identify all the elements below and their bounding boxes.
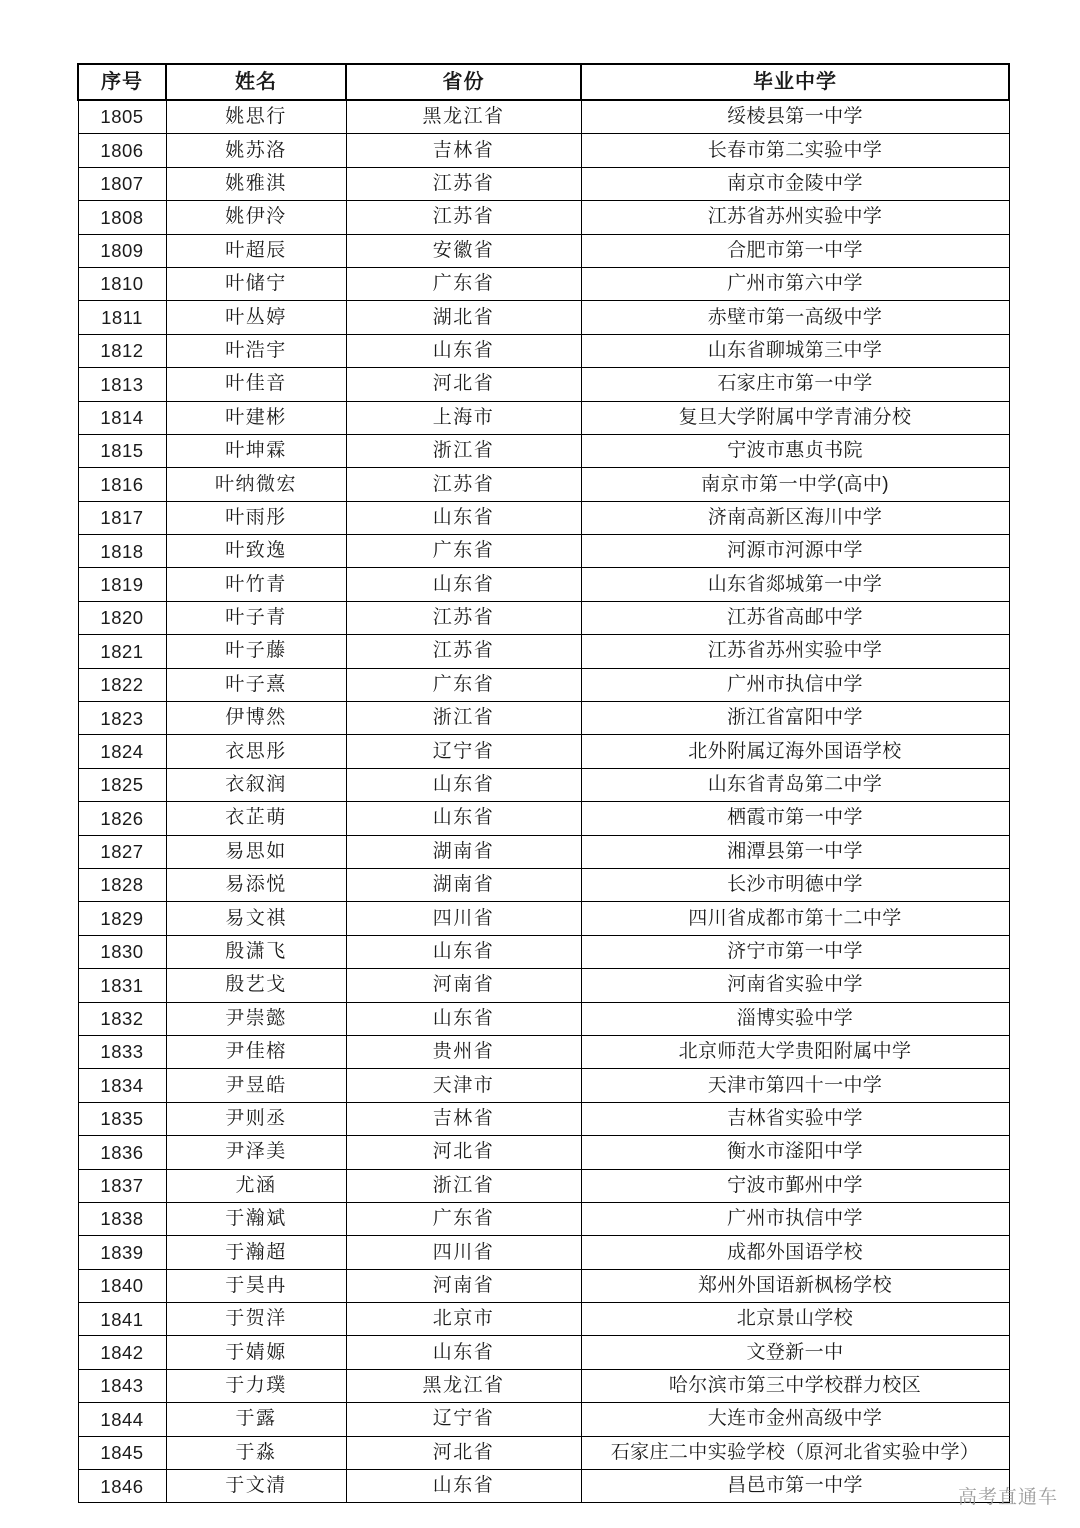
table-row — [78, 601, 1009, 634]
cell-province: 四川省 — [346, 1236, 581, 1269]
cell-seq: 1814 — [78, 401, 166, 434]
cell-province: 山东省 — [346, 501, 581, 534]
cell-seq: 1831 — [78, 969, 166, 1002]
cell-name: 姚苏洛 — [166, 134, 346, 167]
table-row — [78, 969, 1009, 1002]
cell-province: 山东省 — [346, 1336, 581, 1369]
cell-seq: 1810 — [78, 267, 166, 300]
cell-province: 黑龙江省 — [346, 1369, 581, 1402]
cell-name: 叶纳微宏 — [166, 468, 346, 501]
table-row — [78, 234, 1009, 267]
cell-seq: 1824 — [78, 735, 166, 768]
cell-seq: 1821 — [78, 635, 166, 668]
cell-name: 叶坤霖 — [166, 434, 346, 467]
cell-province: 广东省 — [346, 535, 581, 568]
cell-seq: 1809 — [78, 234, 166, 267]
table-row — [78, 1403, 1009, 1436]
cell-name: 殷潇飞 — [166, 935, 346, 968]
roster-table-container — [77, 63, 1008, 1503]
table-row — [78, 835, 1009, 868]
cell-school: 文登新一中 — [581, 1336, 1009, 1369]
cell-school: 衡水市滏阳中学 — [581, 1136, 1009, 1169]
cell-province: 广东省 — [346, 267, 581, 300]
cell-province: 山东省 — [346, 334, 581, 367]
table-row — [78, 1002, 1009, 1035]
table-row — [78, 1470, 1009, 1503]
table-row — [78, 1136, 1009, 1169]
cell-province: 辽宁省 — [346, 735, 581, 768]
cell-name: 叶子藤 — [166, 635, 346, 668]
cell-province: 河南省 — [346, 969, 581, 1002]
cell-seq: 1834 — [78, 1069, 166, 1102]
cell-province: 天津市 — [346, 1069, 581, 1102]
cell-school: 四川省成都市第十二中学 — [581, 902, 1009, 935]
cell-seq: 1830 — [78, 935, 166, 968]
cell-seq: 1817 — [78, 501, 166, 534]
cell-name: 叶建彬 — [166, 401, 346, 434]
cell-name: 叶致逸 — [166, 535, 346, 568]
table-row — [78, 1336, 1009, 1369]
roster-table — [77, 63, 1010, 1503]
cell-seq: 1840 — [78, 1269, 166, 1302]
table-row — [78, 468, 1009, 501]
cell-province: 吉林省 — [346, 1102, 581, 1135]
column-header-name: 姓名 — [166, 64, 346, 100]
table-row — [78, 1035, 1009, 1068]
cell-name: 叶丛婷 — [166, 301, 346, 334]
cell-seq: 1805 — [78, 100, 166, 134]
cell-province: 四川省 — [346, 902, 581, 935]
cell-seq: 1808 — [78, 201, 166, 234]
cell-seq: 1813 — [78, 368, 166, 401]
table-row — [78, 334, 1009, 367]
cell-seq: 1816 — [78, 468, 166, 501]
cell-name: 叶储宁 — [166, 267, 346, 300]
cell-province: 河北省 — [346, 368, 581, 401]
cell-province: 浙江省 — [346, 1169, 581, 1202]
cell-school: 成都外国语学校 — [581, 1236, 1009, 1269]
cell-name: 叶超辰 — [166, 234, 346, 267]
table-row — [78, 735, 1009, 768]
table-row — [78, 668, 1009, 701]
cell-name: 尹崇懿 — [166, 1002, 346, 1035]
table-row — [78, 768, 1009, 801]
cell-province: 山东省 — [346, 568, 581, 601]
cell-name: 易文祺 — [166, 902, 346, 935]
cell-province: 湖北省 — [346, 301, 581, 334]
table-row — [78, 535, 1009, 568]
table-body — [78, 100, 1009, 1503]
cell-name: 于露 — [166, 1403, 346, 1436]
cell-province: 湖南省 — [346, 835, 581, 868]
table-row — [78, 401, 1009, 434]
cell-seq: 1832 — [78, 1002, 166, 1035]
cell-school: 宁波市惠贞书院 — [581, 434, 1009, 467]
cell-name: 尤涵 — [166, 1169, 346, 1202]
table-row — [78, 100, 1009, 134]
cell-province: 山东省 — [346, 1470, 581, 1503]
cell-seq: 1827 — [78, 835, 166, 868]
cell-name: 于贺洋 — [166, 1303, 346, 1336]
cell-name: 于力璞 — [166, 1369, 346, 1402]
table-row — [78, 368, 1009, 401]
cell-seq: 1822 — [78, 668, 166, 701]
table-row — [78, 1269, 1009, 1302]
cell-seq: 1829 — [78, 902, 166, 935]
cell-name: 于淼 — [166, 1436, 346, 1469]
table-row — [78, 635, 1009, 668]
cell-school: 江苏省高邮中学 — [581, 601, 1009, 634]
table-row — [78, 902, 1009, 935]
cell-name: 于婧嫄 — [166, 1336, 346, 1369]
cell-school: 北外附属辽海外国语学校 — [581, 735, 1009, 768]
cell-province: 吉林省 — [346, 134, 581, 167]
cell-school: 广州市执信中学 — [581, 668, 1009, 701]
cell-seq: 1812 — [78, 334, 166, 367]
table-row — [78, 1436, 1009, 1469]
cell-seq: 1806 — [78, 134, 166, 167]
cell-school: 哈尔滨市第三中学校群力校区 — [581, 1369, 1009, 1402]
table-row — [78, 501, 1009, 534]
cell-name: 姚伊泠 — [166, 201, 346, 234]
cell-school: 南京市第一中学(高中) — [581, 468, 1009, 501]
cell-seq: 1839 — [78, 1236, 166, 1269]
table-row — [78, 868, 1009, 901]
cell-seq: 1828 — [78, 868, 166, 901]
cell-name: 于昊冉 — [166, 1269, 346, 1302]
table-header-row — [78, 64, 1009, 100]
cell-seq: 1845 — [78, 1436, 166, 1469]
cell-school: 合肥市第一中学 — [581, 234, 1009, 267]
cell-name: 姚思行 — [166, 100, 346, 134]
table-row — [78, 201, 1009, 234]
table-row — [78, 1202, 1009, 1235]
cell-province: 山东省 — [346, 1002, 581, 1035]
cell-province: 北京市 — [346, 1303, 581, 1336]
cell-name: 叶竹青 — [166, 568, 346, 601]
cell-school: 北京景山学校 — [581, 1303, 1009, 1336]
cell-school: 天津市第四十一中学 — [581, 1069, 1009, 1102]
cell-province: 湖南省 — [346, 868, 581, 901]
cell-seq: 1837 — [78, 1169, 166, 1202]
cell-school: 河源市河源中学 — [581, 535, 1009, 568]
cell-seq: 1838 — [78, 1202, 166, 1235]
table-row — [78, 702, 1009, 735]
cell-school: 济宁市第一中学 — [581, 935, 1009, 968]
cell-province: 辽宁省 — [346, 1403, 581, 1436]
table-row — [78, 1236, 1009, 1269]
cell-seq: 1819 — [78, 568, 166, 601]
cell-province: 浙江省 — [346, 434, 581, 467]
cell-province: 贵州省 — [346, 1035, 581, 1068]
cell-province: 山东省 — [346, 768, 581, 801]
cell-school: 赤壁市第一高级中学 — [581, 301, 1009, 334]
table-row — [78, 1369, 1009, 1402]
cell-school: 济南高新区海川中学 — [581, 501, 1009, 534]
table-row — [78, 568, 1009, 601]
cell-name: 殷艺戈 — [166, 969, 346, 1002]
cell-name: 于瀚斌 — [166, 1202, 346, 1235]
cell-school: 栖霞市第一中学 — [581, 802, 1009, 835]
cell-province: 河北省 — [346, 1136, 581, 1169]
cell-name: 叶佳音 — [166, 368, 346, 401]
table-row — [78, 167, 1009, 200]
cell-school: 河南省实验中学 — [581, 969, 1009, 1002]
cell-school: 石家庄二中实验学校（原河北省实验中学） — [581, 1436, 1009, 1469]
cell-province: 广东省 — [346, 668, 581, 701]
cell-school: 绥棱县第一中学 — [581, 100, 1009, 134]
cell-name: 于瀚超 — [166, 1236, 346, 1269]
cell-name: 叶浩宇 — [166, 334, 346, 367]
table-row — [78, 301, 1009, 334]
cell-seq: 1815 — [78, 434, 166, 467]
cell-name: 尹泽美 — [166, 1136, 346, 1169]
cell-name: 衣芷萌 — [166, 802, 346, 835]
cell-seq: 1842 — [78, 1336, 166, 1369]
cell-seq: 1844 — [78, 1403, 166, 1436]
cell-province: 山东省 — [346, 935, 581, 968]
cell-school: 大连市金州高级中学 — [581, 1403, 1009, 1436]
table-row — [78, 802, 1009, 835]
cell-school: 浙江省富阳中学 — [581, 702, 1009, 735]
cell-school: 广州市执信中学 — [581, 1202, 1009, 1235]
cell-school: 长沙市明德中学 — [581, 868, 1009, 901]
cell-school: 石家庄市第一中学 — [581, 368, 1009, 401]
cell-seq: 1811 — [78, 301, 166, 334]
cell-name: 尹则丞 — [166, 1102, 346, 1135]
column-header-seq: 序号 — [78, 64, 166, 100]
cell-province: 江苏省 — [346, 468, 581, 501]
cell-seq: 1826 — [78, 802, 166, 835]
cell-province: 黑龙江省 — [346, 100, 581, 134]
cell-seq: 1841 — [78, 1303, 166, 1336]
column-header-province: 省份 — [346, 64, 581, 100]
cell-province: 江苏省 — [346, 601, 581, 634]
cell-province: 河南省 — [346, 1269, 581, 1302]
column-header-school: 毕业中学 — [581, 64, 1009, 100]
cell-province: 河北省 — [346, 1436, 581, 1469]
table-row — [78, 1303, 1009, 1336]
cell-name: 叶雨彤 — [166, 501, 346, 534]
table-header — [78, 64, 1009, 100]
cell-seq: 1843 — [78, 1369, 166, 1402]
cell-province: 上海市 — [346, 401, 581, 434]
cell-school: 北京师范大学贵阳附属中学 — [581, 1035, 1009, 1068]
cell-name: 姚雅淇 — [166, 167, 346, 200]
cell-school: 淄博实验中学 — [581, 1002, 1009, 1035]
cell-school: 广州市第六中学 — [581, 267, 1009, 300]
cell-name: 易添悦 — [166, 868, 346, 901]
table-row — [78, 434, 1009, 467]
cell-province: 浙江省 — [346, 702, 581, 735]
cell-province: 山东省 — [346, 802, 581, 835]
table-row — [78, 1102, 1009, 1135]
cell-province: 江苏省 — [346, 167, 581, 200]
cell-school: 山东省青岛第二中学 — [581, 768, 1009, 801]
cell-school: 长春市第二实验中学 — [581, 134, 1009, 167]
cell-name: 尹昱皓 — [166, 1069, 346, 1102]
cell-name: 衣叙润 — [166, 768, 346, 801]
cell-school: 江苏省苏州实验中学 — [581, 201, 1009, 234]
cell-school: 南京市金陵中学 — [581, 167, 1009, 200]
cell-school: 吉林省实验中学 — [581, 1102, 1009, 1135]
cell-name: 易思如 — [166, 835, 346, 868]
cell-seq: 1833 — [78, 1035, 166, 1068]
cell-school: 山东省聊城第三中学 — [581, 334, 1009, 367]
cell-school: 江苏省苏州实验中学 — [581, 635, 1009, 668]
table-row — [78, 1069, 1009, 1102]
cell-seq: 1825 — [78, 768, 166, 801]
cell-school: 复旦大学附属中学青浦分校 — [581, 401, 1009, 434]
cell-province: 广东省 — [346, 1202, 581, 1235]
cell-seq: 1846 — [78, 1470, 166, 1503]
cell-name: 伊博然 — [166, 702, 346, 735]
table-row — [78, 1169, 1009, 1202]
cell-seq: 1820 — [78, 601, 166, 634]
cell-name: 尹佳榕 — [166, 1035, 346, 1068]
table-row — [78, 134, 1009, 167]
cell-seq: 1836 — [78, 1136, 166, 1169]
table-row — [78, 267, 1009, 300]
cell-name: 叶子青 — [166, 601, 346, 634]
cell-seq: 1823 — [78, 702, 166, 735]
table-row — [78, 935, 1009, 968]
cell-school: 郑州外国语新枫杨学校 — [581, 1269, 1009, 1302]
cell-province: 江苏省 — [346, 635, 581, 668]
cell-province: 江苏省 — [346, 201, 581, 234]
cell-seq: 1807 — [78, 167, 166, 200]
cell-name: 衣思彤 — [166, 735, 346, 768]
cell-province: 安徽省 — [346, 234, 581, 267]
cell-name: 叶子熹 — [166, 668, 346, 701]
cell-seq: 1835 — [78, 1102, 166, 1135]
cell-school: 湘潭县第一中学 — [581, 835, 1009, 868]
cell-seq: 1818 — [78, 535, 166, 568]
cell-name: 于文清 — [166, 1470, 346, 1503]
cell-school: 昌邑市第一中学 — [581, 1470, 1009, 1503]
cell-school: 山东省郯城第一中学 — [581, 568, 1009, 601]
watermark: 高考直通车 — [957, 1487, 1058, 1508]
cell-school: 宁波市鄞州中学 — [581, 1169, 1009, 1202]
